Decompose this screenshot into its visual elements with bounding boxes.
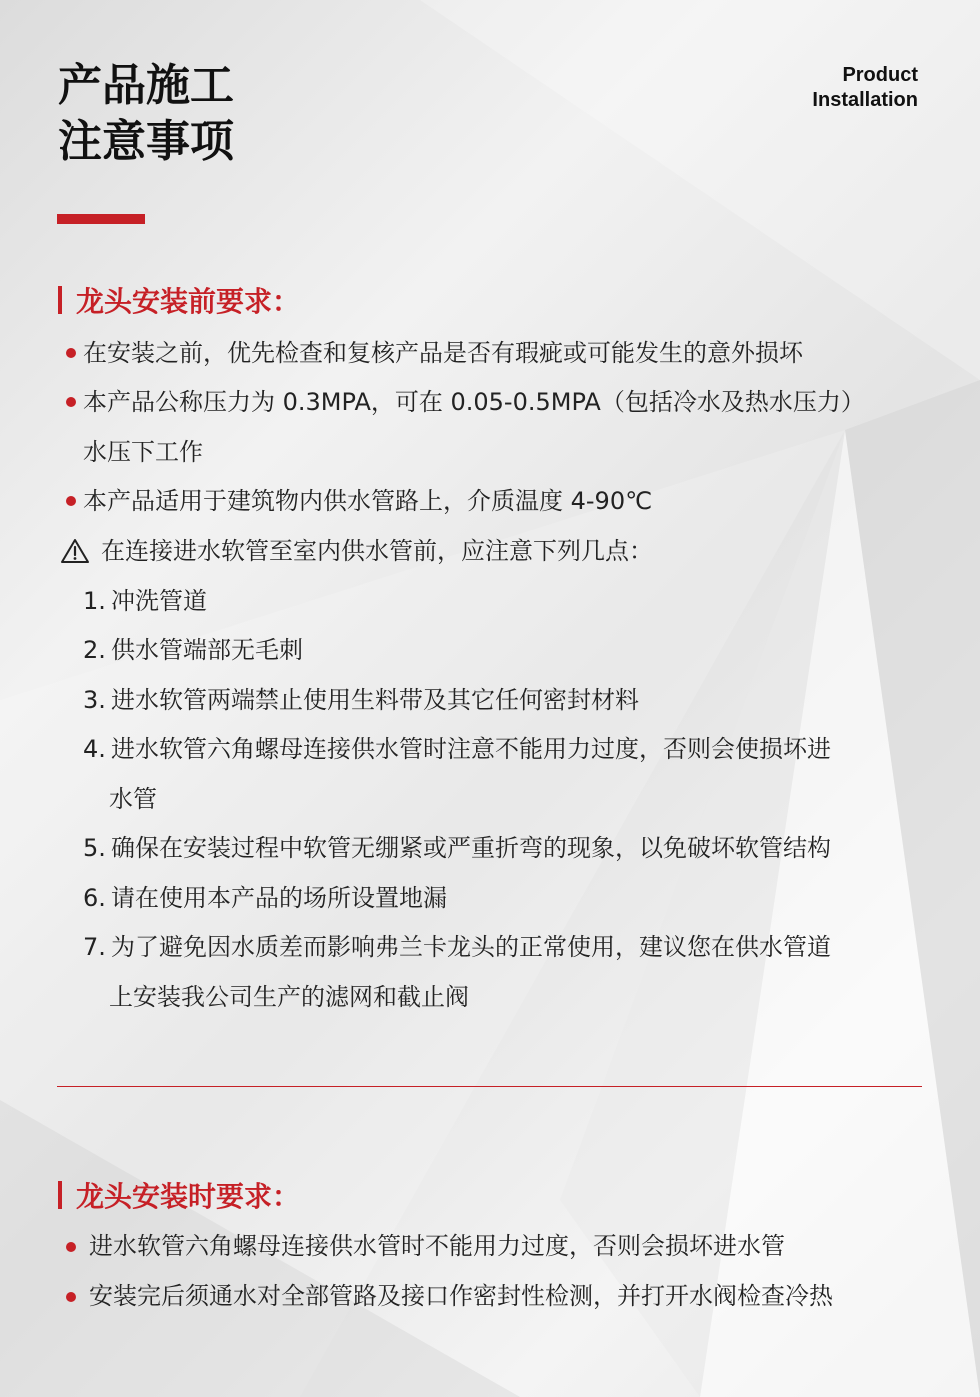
section-marker <box>58 1181 62 1209</box>
step-text: 请在使用本产品的场所设置地漏 <box>111 884 447 912</box>
list-item: 进水软管六角螺母连接供水管时不能用力过度，否则会损坏进水管 <box>89 1232 785 1260</box>
step-number: 7. <box>83 933 106 961</box>
section-heading-during-install <box>58 1179 300 1211</box>
list-item: 本产品适用于建筑物内供水管路上，介质温度 4-90℃ <box>83 487 653 515</box>
list-item: 安装完后须通水对全部管路及接口作密封性检测，并打开水阀检查冷热 <box>89 1282 833 1310</box>
section-divider <box>57 1086 922 1087</box>
list-item: 本产品公称压力为 0.3MPA，可在 0.05-0.5MPA（包括冷水及热水压力） <box>83 388 865 416</box>
step-text: 供水管端部无毛刺 <box>111 636 303 664</box>
bullet-dot <box>66 397 76 407</box>
step-text-continuation: 水管 <box>109 785 157 813</box>
step-number: 2. <box>83 636 106 664</box>
page-title <box>58 58 234 170</box>
bullet-dot <box>66 348 76 358</box>
step-number: 4. <box>83 735 106 763</box>
bullet-dot <box>66 496 76 506</box>
list-item-continuation: 水压下工作 <box>83 438 203 466</box>
list-item: 在安装之前，优先检查和复核产品是否有瑕疵或可能发生的意外损坏 <box>83 339 803 367</box>
step-text-continuation: 上安装我公司生产的滤网和截止阀 <box>109 983 469 1011</box>
step-text: 冲洗管道 <box>111 587 207 615</box>
section-heading-before-install <box>58 284 300 316</box>
bullet-dot <box>66 1292 76 1302</box>
step-number: 5. <box>83 834 106 862</box>
section-heading-text: 龙头安装时要求： <box>76 1180 301 1213</box>
step-number: 6. <box>83 884 106 912</box>
title-accent-bar <box>57 214 145 224</box>
step-text: 进水软管两端禁止使用生料带及其它任何密封材料 <box>111 686 639 714</box>
title-line-1: 产品施工 <box>58 60 234 111</box>
step-text: 为了避免因水质差而影响弗兰卡龙头的正常使用，建议您在供水管道 <box>111 933 831 961</box>
step-number: 3. <box>83 686 106 714</box>
step-text: 确保在安装过程中软管无绷紧或严重折弯的现象，以免破坏软管结构 <box>111 834 831 862</box>
section-heading-text: 龙头安装前要求： <box>76 285 301 318</box>
english-title-line-1: Product <box>842 64 918 86</box>
step-text: 进水软管六角螺母连接供水管时注意不能用力过度，否则会使损坏进 <box>111 735 831 763</box>
title-line-2: 注意事项 <box>58 116 234 167</box>
warning-triangle-icon <box>60 538 90 564</box>
step-number: 1. <box>83 587 106 615</box>
english-title <box>812 63 918 113</box>
bullet-dot <box>66 1242 76 1252</box>
english-title-line-2: Installation <box>812 89 918 111</box>
section-marker <box>58 286 62 314</box>
warning-text: 在连接进水软管至室内供水管前，应注意下列几点： <box>101 537 653 565</box>
